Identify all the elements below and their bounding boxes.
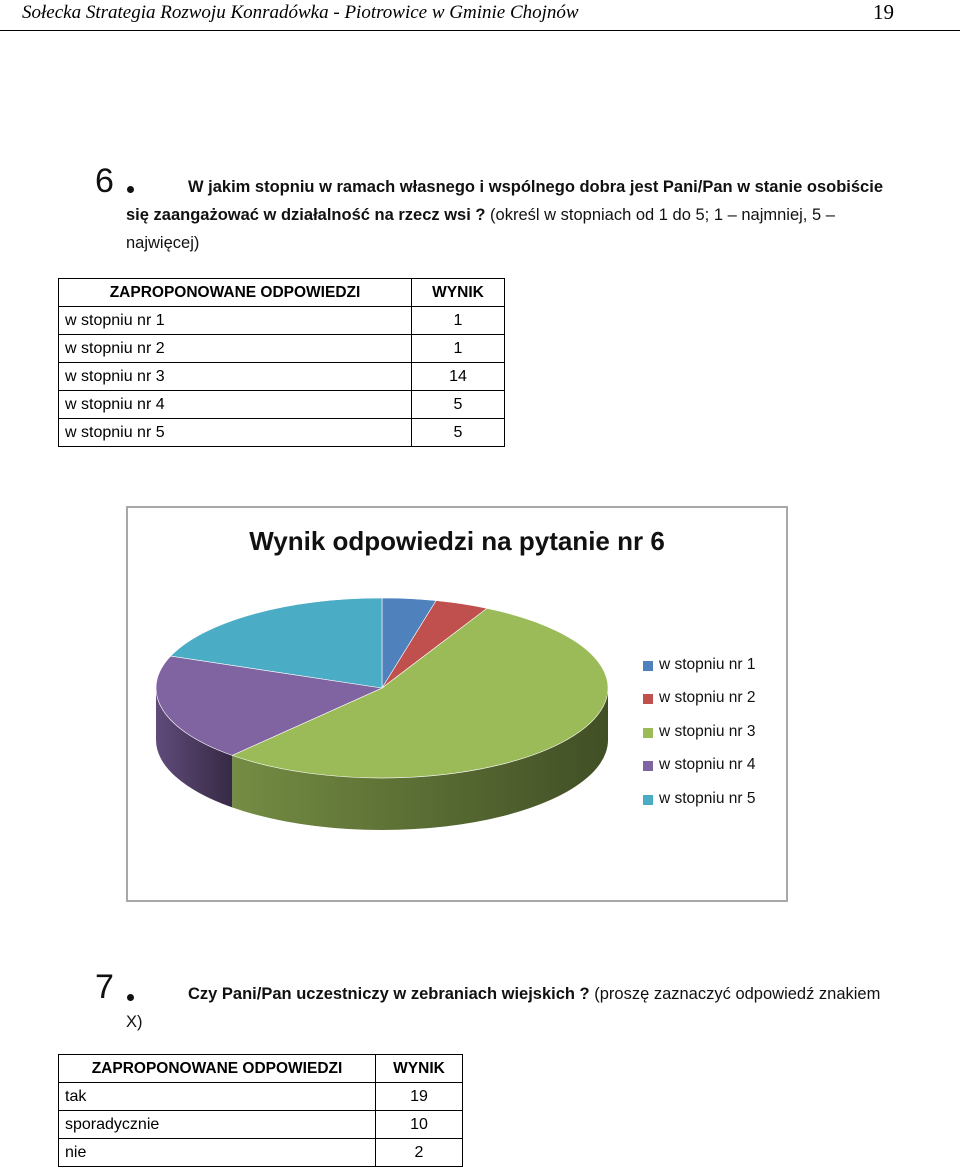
column-header-result: WYNIK xyxy=(376,1055,463,1083)
page-number: 19 xyxy=(873,0,894,24)
answer-label: w stopniu nr 3 xyxy=(59,363,412,391)
answer-value: 2 xyxy=(376,1139,463,1167)
answer-value: 10 xyxy=(376,1111,463,1139)
legend-swatch xyxy=(643,761,653,771)
legend-label: w stopniu nr 5 xyxy=(659,789,756,807)
running-header xyxy=(0,0,960,31)
question-6-text xyxy=(126,173,901,257)
table-row xyxy=(59,1139,463,1167)
legend-swatch xyxy=(643,795,653,805)
legend-swatch xyxy=(643,694,653,704)
answer-label: tak xyxy=(59,1083,376,1111)
answer-value: 5 xyxy=(412,419,505,447)
answer-label: w stopniu nr 2 xyxy=(59,335,412,363)
answer-value: 1 xyxy=(412,335,505,363)
question-6-text-normal: (określ w stopniach od 1 do 5; 1 – najmniej, 5 – najwięcej) xyxy=(126,206,835,252)
question-7-number: 7 xyxy=(95,968,114,1006)
table-row xyxy=(59,1083,463,1111)
table-row xyxy=(59,307,505,335)
answer-value: 14 xyxy=(412,363,505,391)
legend-label: w stopniu nr 2 xyxy=(659,689,756,707)
table-row xyxy=(59,391,505,419)
answer-label: sporadycznie xyxy=(59,1111,376,1139)
legend-swatch xyxy=(643,728,653,738)
question-7-text-normal: (proszę zaznaczyć odpowiedź znakiem X) xyxy=(126,985,881,1031)
answer-label: nie xyxy=(59,1139,376,1167)
chart-title: Wynik odpowiedzi na pytanie nr 6 xyxy=(249,526,665,556)
table-row xyxy=(59,419,505,447)
column-header-answers: ZAPROPONOWANE ODPOWIEDZI xyxy=(59,279,412,307)
column-header-answers: ZAPROPONOWANE ODPOWIEDZI xyxy=(59,1055,376,1083)
question-6-number: 6 xyxy=(95,162,114,200)
question-7-text-bold: Czy Pani/Pan uczestniczy w zebraniach wiejskich ? xyxy=(188,985,590,1003)
legend-label: w stopniu nr 1 xyxy=(659,656,756,673)
answer-value: 19 xyxy=(376,1083,463,1111)
table-header-row xyxy=(59,279,505,307)
table-row xyxy=(59,363,505,391)
answer-label: w stopniu nr 1 xyxy=(59,307,412,335)
answer-value: 1 xyxy=(412,307,505,335)
answer-value: 5 xyxy=(412,391,505,419)
answer-label: w stopniu nr 5 xyxy=(59,419,412,447)
column-header-result: WYNIK xyxy=(412,279,505,307)
question-7-table xyxy=(58,1054,463,1167)
legend-label: w stopniu nr 4 xyxy=(659,756,756,774)
table-row xyxy=(59,1111,463,1139)
legend-swatch xyxy=(643,661,653,671)
document-title: Sołecka Strategia Rozwoju Konradówka - Piotrowice w Gminie Chojnów xyxy=(22,2,579,23)
pie-chart-frame xyxy=(126,506,788,902)
table-row xyxy=(59,335,505,363)
table-header-row xyxy=(59,1055,463,1083)
answer-label: w stopniu nr 4 xyxy=(59,391,412,419)
question-6-text-bold: W jakim stopniu w ramach własnego i wspólnego dobra jest Pani/Pan w stanie osobiście się zaangażować w działalność na rzecz wsi ? xyxy=(126,178,883,224)
question-7-text xyxy=(126,980,886,1036)
legend-label: w stopniu nr 3 xyxy=(659,722,756,740)
question-6-table xyxy=(58,278,505,447)
